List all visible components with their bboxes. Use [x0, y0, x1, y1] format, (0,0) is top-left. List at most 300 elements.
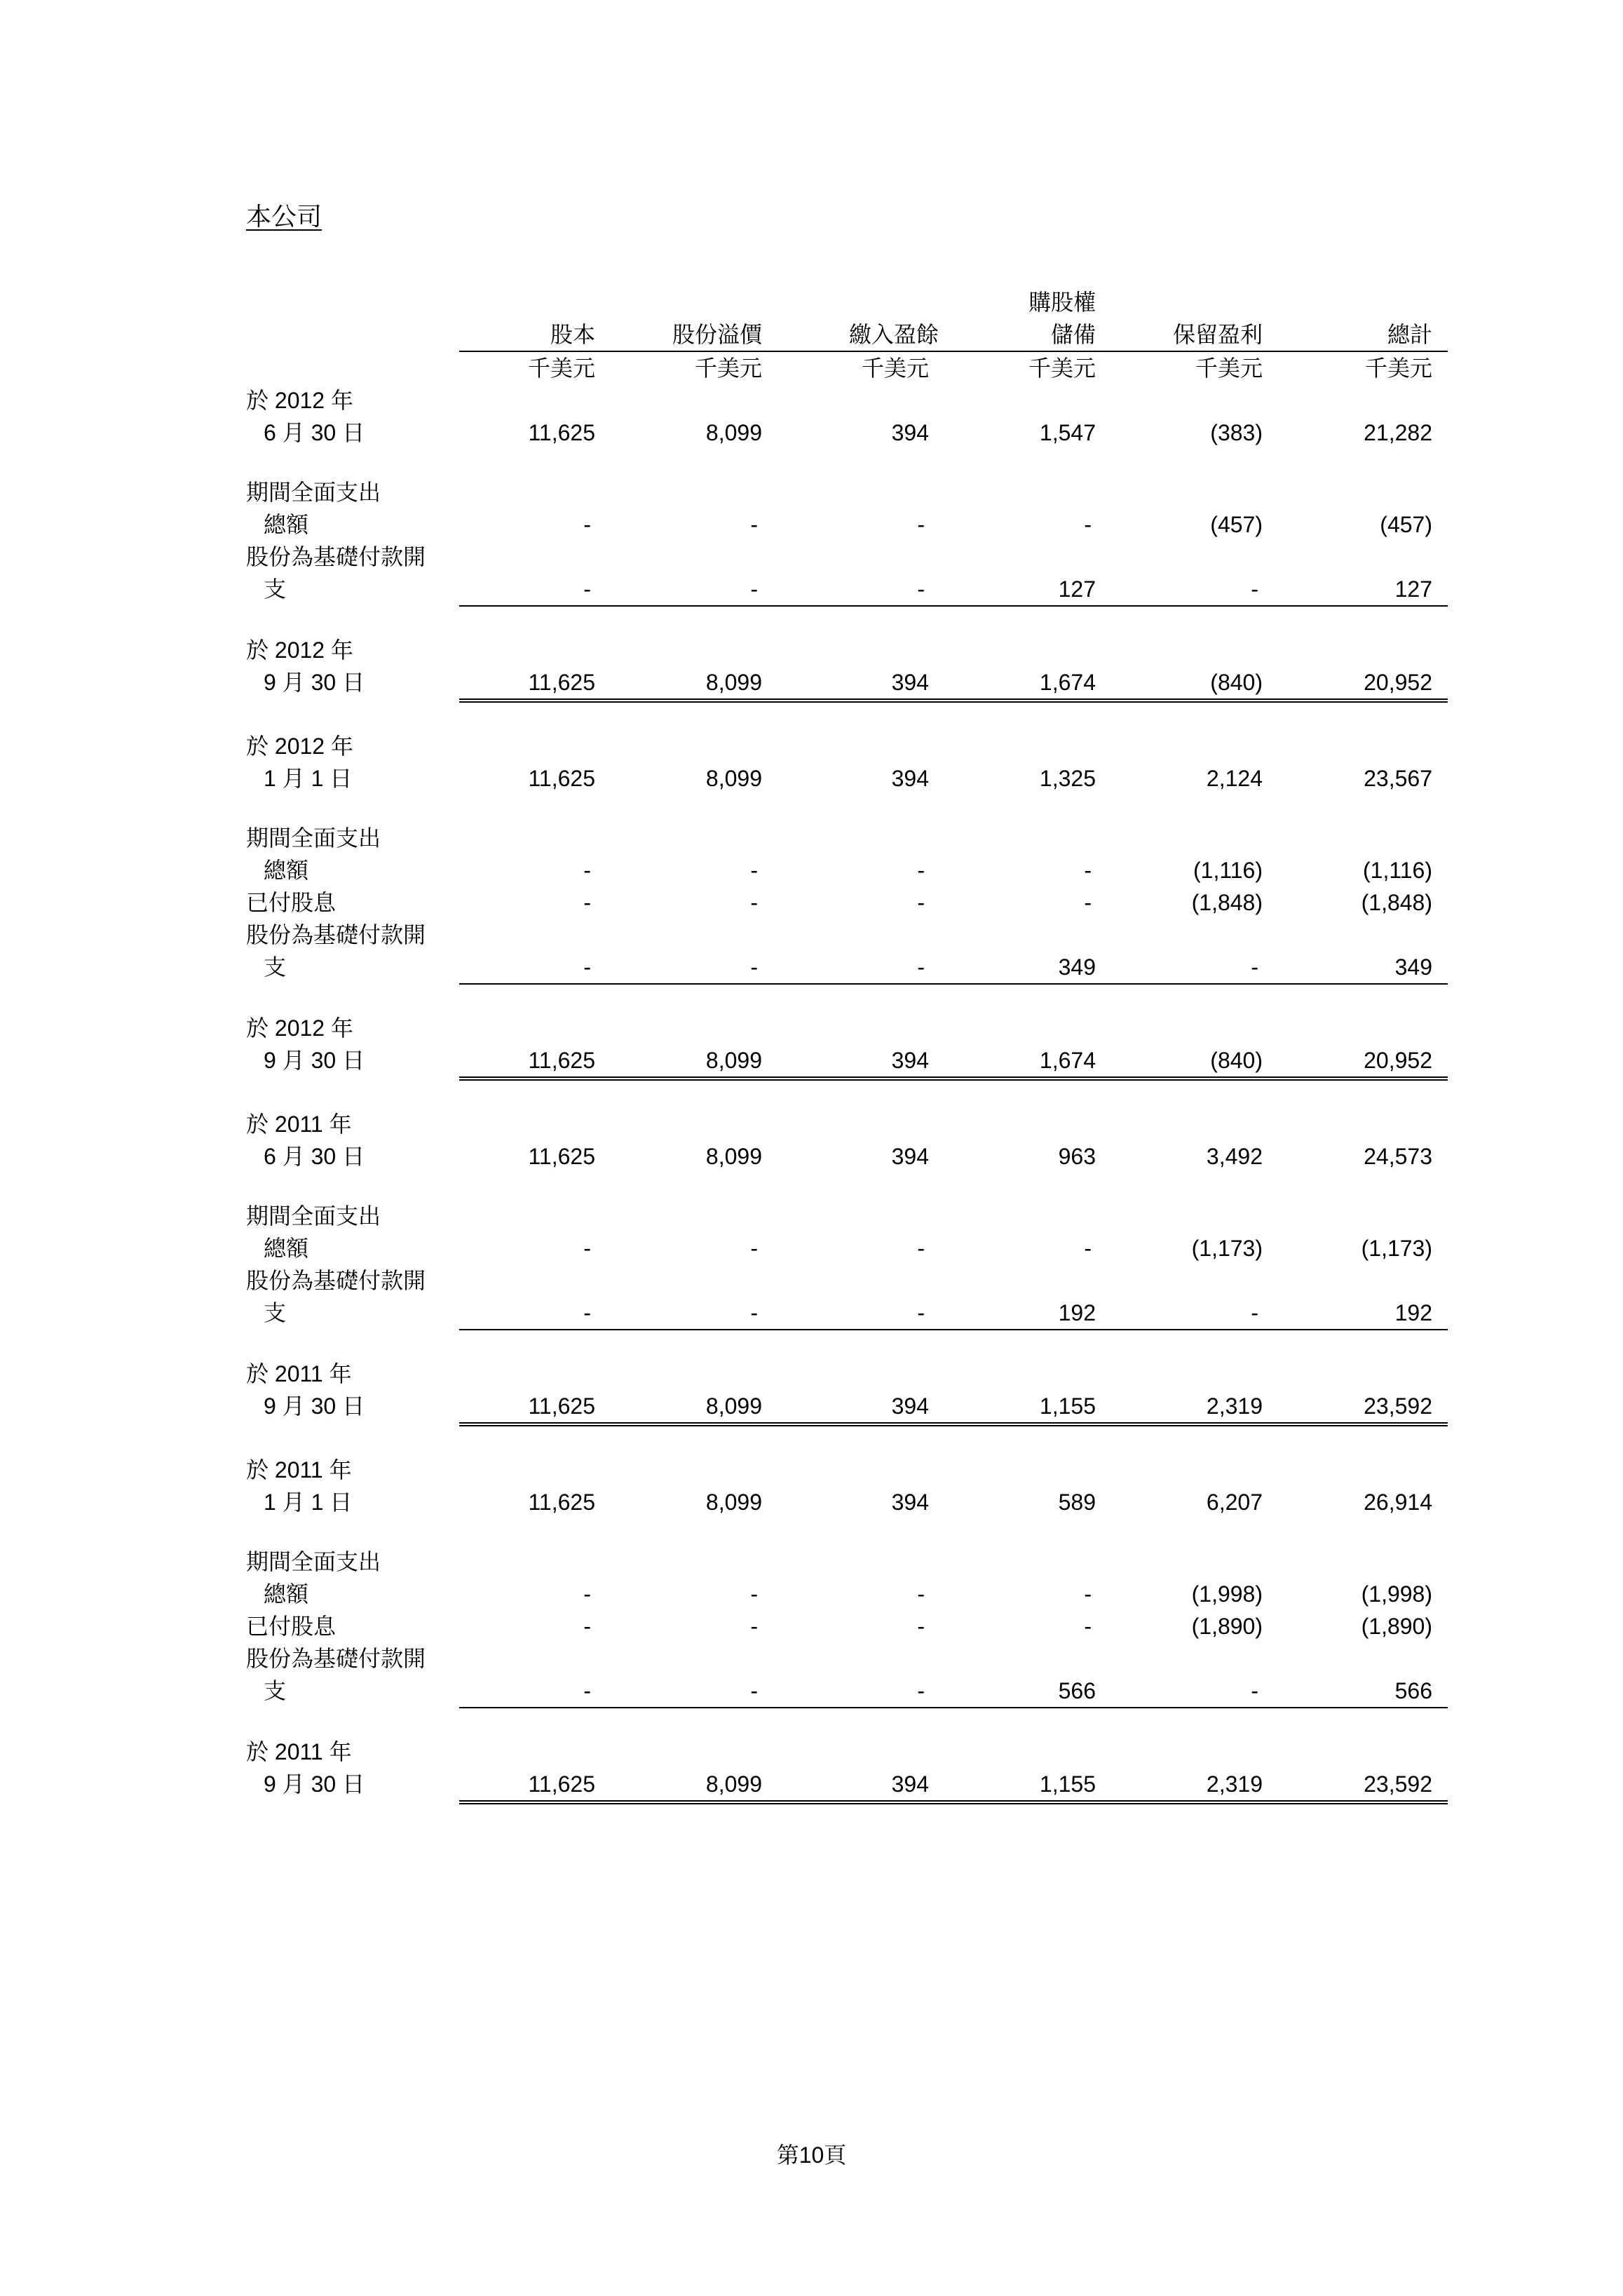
value-share-premium: -: [611, 951, 777, 985]
value-share-premium: -: [611, 1675, 777, 1708]
value-share-option-reserve: 1,325: [1039, 766, 1096, 791]
value-contributed-surplus: -: [777, 951, 944, 985]
empty-cell: [777, 1108, 944, 1140]
value-total: (1,890): [1361, 1614, 1432, 1639]
value-share-capital: 11,625: [528, 766, 595, 791]
empty-cell: [944, 1546, 1111, 1578]
empty-cell: [611, 1546, 777, 1578]
value-total: (457): [1380, 512, 1432, 537]
row-label: 於 2012 年: [246, 388, 353, 413]
value-total: 20,952: [1278, 666, 1448, 703]
empty-cell: [777, 822, 944, 854]
empty-cell: [459, 919, 611, 951]
value-total: 127: [1278, 573, 1448, 607]
value-retained-profits: 2,319: [1111, 1390, 1278, 1426]
empty-cell: [1111, 476, 1278, 508]
empty-cell: [944, 541, 1111, 573]
empty-cell: [944, 1642, 1111, 1675]
empty-cell: [611, 1108, 777, 1140]
value-retained-profits: 3,492: [1206, 1144, 1263, 1169]
empty-cell: [1278, 1108, 1448, 1140]
movement-row: [246, 1200, 1448, 1232]
empty-cell: [777, 1012, 944, 1044]
empty-cell: [459, 541, 611, 573]
value-contributed-surplus: 394: [891, 1490, 929, 1515]
value-share-premium: 8,099: [611, 1044, 777, 1081]
value-contributed-surplus: -: [777, 1297, 944, 1330]
value-share-premium: 8,099: [705, 420, 762, 445]
value-total: 566: [1278, 1675, 1448, 1708]
empty-cell: [1278, 1736, 1448, 1768]
movements: [246, 1546, 1448, 1708]
empty-cell: [944, 1108, 1111, 1140]
row-label: 股份為基礎付款開: [246, 1268, 426, 1293]
column-header-share-premium: 股份溢價: [611, 318, 777, 352]
movements: [246, 1200, 1448, 1330]
table-header-row: [246, 318, 1448, 352]
value-share-option-reserve: -: [1084, 1614, 1092, 1639]
movement-row: [246, 1642, 1448, 1675]
empty-cell: [459, 1736, 611, 1768]
empty-cell: [1278, 919, 1448, 951]
empty-cell: [777, 286, 944, 318]
value-share-option-reserve: 349: [944, 951, 1111, 985]
value-share-premium: 8,099: [611, 1390, 777, 1426]
value-retained-profits: (1,998): [1191, 1581, 1263, 1607]
row-label: 6 月 30 日: [264, 420, 365, 445]
empty-cell: [777, 476, 944, 508]
value-share-option-reserve: 1,674: [944, 666, 1111, 703]
empty-cell: [777, 1264, 944, 1297]
closing-balance-row: [246, 1768, 1448, 1804]
value-share-capital: 11,625: [528, 420, 595, 445]
empty-cell: [611, 476, 777, 508]
empty-cell: [611, 1358, 777, 1390]
value-share-premium: 8,099: [705, 1490, 762, 1515]
empty-cell: [611, 1200, 777, 1232]
opening-balance: [246, 1454, 1448, 1518]
movement-row: [246, 919, 1448, 951]
value-share-premium: 8,099: [611, 666, 777, 703]
empty-cell: [1111, 1012, 1278, 1044]
value-retained-profits: -: [1111, 1297, 1278, 1330]
value-share-premium: -: [750, 858, 758, 883]
empty-cell: [777, 730, 944, 762]
value-contributed-surplus: -: [917, 512, 925, 537]
movement-row: [246, 854, 1448, 886]
column-header-contributed-surplus: 繳入盈餘: [777, 318, 944, 352]
value-share-capital: 11,625: [528, 1490, 595, 1515]
value-share-capital: -: [459, 1675, 611, 1708]
equity-statement-table: [246, 286, 1448, 1804]
value-share-option-reserve: 566: [944, 1675, 1111, 1708]
empty-cell: [1278, 1358, 1448, 1390]
empty-cell: [1111, 541, 1278, 573]
value-retained-profits: (383): [1210, 420, 1263, 445]
empty-cell: [459, 286, 611, 318]
value-contributed-surplus: 394: [777, 1768, 944, 1804]
value-share-capital: -: [459, 573, 611, 607]
row-label: 總額: [264, 1236, 309, 1261]
value-total: 21,282: [1364, 420, 1432, 445]
row-label: 支: [264, 954, 287, 980]
value-share-option-reserve: -: [1084, 1236, 1092, 1261]
row-label: 9 月 30 日: [264, 1393, 365, 1419]
value-share-capital: 11,625: [528, 1144, 595, 1169]
value-total: 23,567: [1364, 766, 1432, 791]
value-contributed-surplus: -: [917, 890, 925, 915]
value-retained-profits: -: [1111, 951, 1278, 985]
value-share-premium: 8,099: [611, 1768, 777, 1804]
row-label: 於 2011 年: [246, 1739, 352, 1764]
row-label: 期間全面支出: [246, 825, 381, 851]
empty-cell: [611, 384, 777, 417]
row-label: 期間全面支出: [246, 480, 381, 505]
value-share-option-reserve: 192: [944, 1297, 1111, 1330]
value-share-premium: 8,099: [705, 1144, 762, 1169]
empty-cell: [777, 919, 944, 951]
empty-cell: [611, 286, 777, 318]
empty-cell: [1111, 634, 1278, 666]
value-total: 23,592: [1278, 1768, 1448, 1804]
value-total: (1,998): [1361, 1581, 1432, 1607]
page-number: 第10頁: [776, 2142, 847, 2168]
unit-label: 千美元: [861, 356, 929, 381]
row-label: 股份為基礎付款開: [246, 922, 426, 947]
value-share-option-reserve: 1,155: [944, 1390, 1111, 1426]
empty-cell: [1111, 1200, 1278, 1232]
empty-cell: [1111, 730, 1278, 762]
opening-balance-row: [246, 417, 1448, 449]
movement-row: [246, 1675, 1448, 1708]
empty-cell: [611, 541, 777, 573]
empty-cell: [944, 476, 1111, 508]
empty-cell: [777, 1358, 944, 1390]
value-share-option-reserve: 1,547: [1039, 420, 1096, 445]
value-retained-profits: (840): [1111, 666, 1278, 703]
value-share-option-reserve: 1,674: [944, 1044, 1111, 1081]
empty-cell: [246, 286, 459, 318]
value-share-capital: 11,625: [459, 1044, 611, 1081]
row-label: 股份為基礎付款開: [246, 544, 426, 569]
row-label: 於 2012 年: [246, 1015, 353, 1041]
empty-cell: [611, 919, 777, 951]
opening-balance-row: [246, 1108, 1448, 1140]
empty-cell: [1111, 822, 1278, 854]
row-label: 於 2012 年: [246, 734, 353, 759]
empty-cell: [1111, 1108, 1278, 1140]
value-share-premium: -: [750, 1236, 758, 1261]
movement-row: [246, 951, 1448, 985]
closing-balance: [246, 634, 1448, 703]
value-share-premium: -: [611, 573, 777, 607]
empty-cell: [944, 1012, 1111, 1044]
closing-balance: [246, 1358, 1448, 1426]
unit-label: 千美元: [1028, 356, 1096, 381]
row-label: 於 2012 年: [246, 637, 353, 663]
value-retained-profits: (1,116): [1193, 858, 1263, 883]
empty-cell: [777, 1736, 944, 1768]
row-label: 總額: [264, 512, 309, 537]
value-retained-profits: 2,319: [1111, 1768, 1278, 1804]
value-share-option-reserve: 963: [1058, 1144, 1096, 1169]
unit-label: 千美元: [694, 356, 762, 381]
empty-cell: [246, 318, 459, 351]
value-total: 20,952: [1278, 1044, 1448, 1081]
empty-cell: [1278, 476, 1448, 508]
empty-cell: [459, 1358, 611, 1390]
closing-balance: [246, 1012, 1448, 1081]
empty-cell: [459, 1108, 611, 1140]
value-share-option-reserve: -: [1084, 1581, 1092, 1607]
value-total: 349: [1278, 951, 1448, 985]
movement-row: [246, 508, 1448, 541]
column-header-share-option-reserve: 購股權: [1028, 290, 1096, 315]
empty-cell: [944, 1358, 1111, 1390]
value-share-option-reserve: 589: [1058, 1490, 1096, 1515]
movement-row: [246, 476, 1448, 508]
closing-balance: [246, 1736, 1448, 1804]
value-contributed-surplus: 394: [891, 766, 929, 791]
value-share-premium: -: [750, 512, 758, 537]
empty-cell: [944, 384, 1111, 417]
empty-cell: [1278, 541, 1448, 573]
empty-cell: [1278, 384, 1448, 417]
value-share-option-reserve: -: [1084, 512, 1092, 537]
empty-cell: [611, 1736, 777, 1768]
empty-cell: [1278, 1642, 1448, 1675]
value-share-premium: -: [750, 1614, 758, 1639]
value-contributed-surplus: -: [917, 1581, 925, 1607]
value-retained-profits: (457): [1210, 512, 1263, 537]
value-retained-profits: (1,173): [1191, 1236, 1263, 1261]
empty-cell: [1111, 1264, 1278, 1297]
movement-row: [246, 822, 1448, 854]
empty-cell: [944, 919, 1111, 951]
empty-cell: [1278, 1200, 1448, 1232]
value-total: 24,573: [1364, 1144, 1432, 1169]
value-contributed-surplus: 394: [891, 420, 929, 445]
value-share-option-reserve: 127: [944, 573, 1111, 607]
row-label: 支: [264, 1678, 287, 1703]
value-retained-profits: -: [1111, 1675, 1278, 1708]
closing-balance-row: [246, 1736, 1448, 1768]
value-share-capital: -: [459, 951, 611, 985]
value-total: (1,848): [1361, 890, 1432, 915]
empty-cell: [459, 476, 611, 508]
row-label: 於 2011 年: [246, 1361, 352, 1386]
movement-row: [246, 1546, 1448, 1578]
row-label: 已付股息: [246, 890, 337, 915]
value-retained-profits: (1,890): [1191, 1614, 1263, 1639]
value-contributed-surplus: 394: [777, 666, 944, 703]
row-label: 期間全面支出: [246, 1203, 381, 1229]
movement-row: [246, 1610, 1448, 1642]
value-retained-profits: -: [1111, 573, 1278, 607]
empty-cell: [1111, 1454, 1278, 1486]
opening-balance-row: [246, 730, 1448, 762]
value-contributed-surplus: 394: [777, 1044, 944, 1081]
column-header-share-option-reserve: 儲備: [944, 318, 1111, 352]
empty-cell: [611, 1454, 777, 1486]
unit-row: [246, 352, 1448, 384]
empty-cell: [1111, 1642, 1278, 1675]
row-label: 於 2011 年: [246, 1112, 352, 1137]
column-header-retained-profits: 保留盈利: [1111, 318, 1278, 352]
value-share-premium: -: [611, 1297, 777, 1330]
table-header-row: [246, 286, 1448, 318]
empty-cell: [459, 1642, 611, 1675]
empty-cell: [777, 384, 944, 417]
empty-cell: [944, 1454, 1111, 1486]
value-share-option-reserve: 1,155: [944, 1768, 1111, 1804]
empty-cell: [944, 730, 1111, 762]
empty-cell: [1111, 384, 1278, 417]
value-total: 192: [1278, 1297, 1448, 1330]
closing-balance-row: [246, 1390, 1448, 1426]
value-share-capital: -: [583, 1614, 591, 1639]
value-share-premium: -: [750, 1581, 758, 1607]
opening-balance: [246, 1108, 1448, 1173]
value-retained-profits: (840): [1111, 1044, 1278, 1081]
opening-balance-row: [246, 1140, 1448, 1173]
empty-cell: [777, 1454, 944, 1486]
closing-balance-row: [246, 1358, 1448, 1390]
empty-cell: [1278, 286, 1448, 318]
opening-balance-row: [246, 1454, 1448, 1486]
empty-cell: [777, 1642, 944, 1675]
value-share-capital: -: [583, 512, 591, 537]
empty-cell: [459, 822, 611, 854]
value-contributed-surplus: -: [777, 1675, 944, 1708]
value-share-capital: -: [583, 890, 591, 915]
row-label: 總額: [264, 858, 309, 883]
row-label: 6 月 30 日: [264, 1144, 365, 1169]
row-label: 總額: [264, 1581, 309, 1607]
value-share-capital: -: [583, 858, 591, 883]
value-total: 26,914: [1364, 1490, 1432, 1515]
empty-cell: [1278, 1454, 1448, 1486]
empty-cell: [611, 730, 777, 762]
empty-cell: [1111, 919, 1278, 951]
empty-cell: [1111, 1358, 1278, 1390]
value-total: (1,116): [1362, 858, 1432, 883]
movement-row: [246, 573, 1448, 607]
value-contributed-surplus: -: [917, 1614, 925, 1639]
value-total: (1,173): [1361, 1236, 1432, 1261]
movements: [246, 476, 1448, 607]
empty-cell: [611, 1264, 777, 1297]
empty-cell: [459, 1200, 611, 1232]
row-label: 已付股息: [246, 1614, 337, 1639]
value-contributed-surplus: -: [917, 1236, 925, 1261]
opening-balance-row: [246, 1486, 1448, 1518]
movement-row: [246, 541, 1448, 573]
unit-label: 千美元: [1364, 356, 1432, 381]
empty-cell: [944, 634, 1111, 666]
value-share-capital: -: [459, 1297, 611, 1330]
row-label: 支: [264, 1300, 287, 1325]
value-contributed-surplus: 394: [777, 1390, 944, 1426]
empty-cell: [459, 384, 611, 417]
empty-cell: [777, 541, 944, 573]
empty-cell: [944, 1264, 1111, 1297]
empty-cell: [1111, 1736, 1278, 1768]
empty-cell: [777, 1200, 944, 1232]
value-share-capital: 11,625: [459, 666, 611, 703]
value-contributed-surplus: -: [777, 573, 944, 607]
empty-cell: [459, 1546, 611, 1578]
opening-balance-row: [246, 384, 1448, 417]
unit-label: 千美元: [1195, 356, 1263, 381]
row-label: 1 月 1 日: [264, 766, 353, 791]
row-label: 9 月 30 日: [264, 670, 365, 695]
opening-balance: [246, 730, 1448, 795]
value-share-option-reserve: -: [1084, 858, 1092, 883]
row-label: 9 月 30 日: [264, 1048, 365, 1073]
movement-row: [246, 886, 1448, 919]
empty-cell: [777, 634, 944, 666]
empty-cell: [459, 1012, 611, 1044]
movements: [246, 822, 1448, 985]
empty-cell: [944, 1736, 1111, 1768]
value-share-premium: -: [750, 890, 758, 915]
row-label: 期間全面支出: [246, 1549, 381, 1574]
empty-cell: [459, 1264, 611, 1297]
empty-cell: [611, 634, 777, 666]
value-share-capital: -: [583, 1581, 591, 1607]
row-label: 於 2011 年: [246, 1457, 352, 1483]
empty-cell: [1278, 822, 1448, 854]
movement-row: [246, 1578, 1448, 1610]
closing-balance-row: [246, 666, 1448, 703]
empty-cell: [1278, 1546, 1448, 1578]
value-share-premium: 8,099: [705, 766, 762, 791]
movement-row: [246, 1232, 1448, 1264]
empty-cell: [1111, 286, 1278, 318]
empty-cell: [1278, 634, 1448, 666]
empty-cell: [611, 822, 777, 854]
value-retained-profits: 2,124: [1206, 766, 1263, 791]
closing-balance-row: [246, 634, 1448, 666]
value-contributed-surplus: -: [917, 858, 925, 883]
unit-label: 千美元: [527, 356, 595, 381]
value-share-capital: 11,625: [459, 1768, 611, 1804]
value-retained-profits: (1,848): [1191, 890, 1263, 915]
empty-cell: [459, 1454, 611, 1486]
movement-row: [246, 1264, 1448, 1297]
empty-cell: [611, 1012, 777, 1044]
value-total: 23,592: [1278, 1390, 1448, 1426]
column-header-total: 總計: [1278, 318, 1448, 352]
value-share-capital: 11,625: [459, 1390, 611, 1426]
empty-cell: [1278, 730, 1448, 762]
row-label: 支: [264, 576, 287, 602]
closing-balance-row: [246, 1044, 1448, 1081]
empty-cell: [944, 1200, 1111, 1232]
movement-row: [246, 1297, 1448, 1330]
empty-cell: [246, 352, 459, 384]
closing-balance-row: [246, 1012, 1448, 1044]
empty-cell: [459, 634, 611, 666]
opening-balance: [246, 384, 1448, 449]
row-label: 1 月 1 日: [264, 1490, 353, 1515]
empty-cell: [944, 822, 1111, 854]
empty-cell: [1111, 1546, 1278, 1578]
empty-cell: [611, 1642, 777, 1675]
value-contributed-surplus: 394: [891, 1144, 929, 1169]
row-label: 9 月 30 日: [264, 1771, 365, 1797]
